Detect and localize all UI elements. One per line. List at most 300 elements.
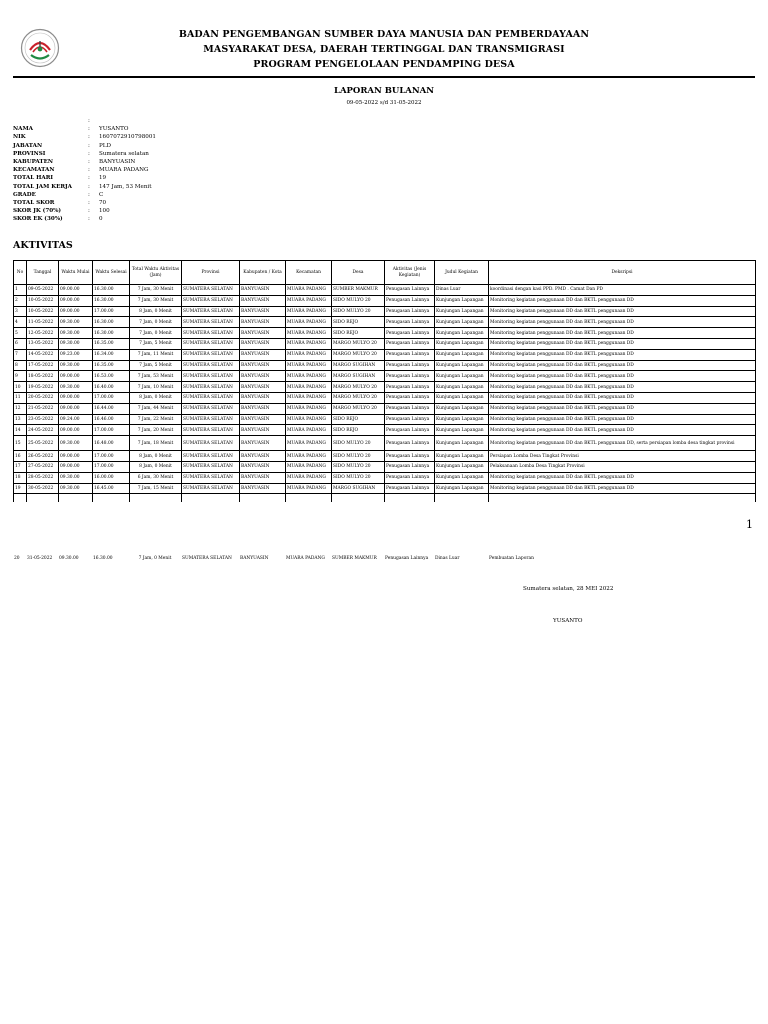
table-cell: Penugasan Lainnya [385,425,435,436]
table-cell-empty [332,494,385,502]
table-cell: 09.00.00 [59,403,93,414]
table-cell: 31-05-2022 [27,555,53,561]
table-cell: 16.30.00 [93,285,130,296]
table-cell: SIDO MULYO 20 [332,295,385,306]
table-cell: BANYUASIN [240,317,286,328]
table-cell: 7 Jam, 30 Menit [130,285,182,296]
table-cell: Kunjungan Lapangan [435,451,489,462]
profile-value: C [99,191,104,198]
table-row [14,483,756,494]
column-header: Desa [332,261,385,285]
table-cell: Kunjungan Lapangan [435,382,489,393]
table-cell: 11-05-2022 [27,317,59,328]
table-cell: SUMATERA SELATAN [182,392,240,403]
profile-key: SKOR EK (30%) [13,216,63,223]
table-cell: 12-05-2022 [27,328,59,339]
table-cell: BANYUASIN [240,425,286,436]
table-cell: 09-05-2022 [27,285,59,296]
table-cell: 17.00.00 [93,425,130,436]
table-cell: 09.23.00 [59,349,93,360]
table-cell: Penugasan Lainnya [385,451,435,462]
table-cell-empty [286,494,332,502]
header-divider [13,76,755,78]
table-cell: Dinas Luar [435,285,489,296]
table-cell: Monitoring kegiatan penggunaan DD dan BKTL penggunaan DD [489,338,756,349]
table-cell: 24-05-2022 [27,425,59,436]
table-cell: Penugasan Lainnya [385,295,435,306]
profile-row [13,133,156,141]
table-cell: MUARA PADANG [286,285,332,296]
table-cell: SUMATERA SELATAN [182,295,240,306]
profile-key: TOTAL HARI [13,175,54,182]
table-cell: SIDO MULYO 20 [332,461,385,472]
table-cell: 7 Jam, 0 Menit [138,555,172,561]
report-period: 09-05-2022 s/d 31-05-2022 [346,100,422,106]
table-cell: MUARA PADANG [286,338,332,349]
activity-table [13,260,756,502]
table-cell: BANYUASIN [240,306,286,317]
table-cell: MARGO MULYO 20 [332,392,385,403]
table-cell: Kunjungan Lapangan [435,483,489,494]
table-cell: Penugasan Lainnya [385,392,435,403]
table-cell: 8 Jam, 0 Menit [130,306,182,317]
profile-key [13,117,88,125]
table-cell: Kunjungan Lapangan [435,472,489,483]
table-cell: Kunjungan Lapangan [435,317,489,328]
table-cell: Penugasan Lainnya [385,436,435,451]
table-cell: BANYUASIN [240,403,286,414]
table-cell: 7 Jam, 11 Menit [130,349,182,360]
table-row [14,371,756,382]
table-cell: BANYUASIN [240,371,286,382]
table-cell: 21-05-2022 [27,403,59,414]
table-cell: 09.24.00 [59,414,93,425]
table-cell: Monitoring kegiatan penggunaan DD dan BKTL penggunaan DD [489,306,756,317]
table-cell: MUARA PADANG [286,425,332,436]
table-cell: 28-05-2022 [27,472,59,483]
profile-colon: : [88,118,90,124]
table-cell: 09.30.00 [59,555,79,561]
column-header: Aktivitas (Jenis Kegiatan) [385,261,435,285]
table-cell: Monitoring kegiatan penggunaan DD dan BKTL penggunaan DD [489,382,756,393]
table-cell: Penugasan Lainnya [385,285,435,296]
table-cell: 09.30.00 [59,472,93,483]
profile-row [13,125,156,133]
table-cell: Monitoring kegiatan penggunaan DD dan BKTL penggunaan DD [489,414,756,425]
profile-value: PLD [99,142,111,149]
profile-key: KABUPATEN [13,159,53,166]
table-cell: 09.30.00 [59,436,93,451]
table-cell: 09.30.00 [59,328,93,339]
table-cell: 16.30.00 [93,295,130,306]
table-row [14,461,756,472]
profile-key: TOTAL JAM KERJA [13,183,72,190]
profile-colon: : [88,191,90,198]
table-cell: 16.35.00 [93,360,130,371]
column-header: Kecamatan [286,261,332,285]
table-cell: SUMATERA SELATAN [182,414,240,425]
table-cell: SIDO REJO [332,328,385,339]
section-title-aktivitas: AKTIVITAS [13,240,73,251]
profile-colon: : [88,167,90,174]
profile-value: 1607072910798001 [99,134,156,141]
table-cell: Kunjungan Lapangan [435,436,489,451]
table-cell: 09.00.00 [59,285,93,296]
table-cell: SUMBER MAKMUR [332,285,385,296]
table-cell: 9 [14,371,27,382]
table-cell: MUARA PADANG [286,328,332,339]
profile-value: BANYUASIN [99,159,136,166]
profile-colon: : [88,159,90,166]
page-number: 1 [746,518,753,531]
profile-value: MUARA PADANG [99,167,149,174]
table-cell: 7 Jam, 15 Menit [130,483,182,494]
table-cell: Monitoring kegiatan penggunaan DD dan BKTL penggunaan DD [489,349,756,360]
column-header: Provinsi [182,261,240,285]
table-cell: BANYUASIN [240,461,286,472]
table-cell: MARGO SUGIHAN [332,371,385,382]
table-cell: SIDO REJO [332,414,385,425]
table-cell: MARGO MULYO 20 [332,349,385,360]
table-cell: Persiapan Lomba Desa Tingkat Provinsi [489,451,756,462]
table-row [14,472,756,483]
table-row [14,360,756,371]
table-cell: SIDO MULYO 20 [332,472,385,483]
report-title: LAPORAN BULANAN [333,86,435,96]
profile-key: NIK [13,134,26,141]
table-cell: Kunjungan Lapangan [435,414,489,425]
table-cell: Monitoring kegiatan penggunaan DD dan BKTL penggunaan DD [489,403,756,414]
table-cell: 17.00.00 [93,461,130,472]
table-cell-empty [93,494,130,502]
table-cell: 16.35.00 [93,338,130,349]
table-cell: MUARA PADANG [286,360,332,371]
table-cell: 09.30.00 [59,360,93,371]
table-cell: BANYUASIN [240,483,286,494]
table-cell: Penugasan Lainnya [385,403,435,414]
table-cell: 8 Jam, 0 Menit [130,451,182,462]
column-header: Waktu Mulai [59,261,93,285]
profile-row [13,142,156,150]
profile-row [13,158,156,166]
table-cell: 14 [14,425,27,436]
table-cell: 13 [14,414,27,425]
table-row [13,553,755,563]
table-cell: 20 [14,555,20,561]
table-cell: SUMATERA SELATAN [182,483,240,494]
profile-colon: : [88,142,90,149]
table-cell: 16 [14,451,27,462]
table-cell: SIDO REJO [332,317,385,328]
table-row [14,414,756,425]
table-cell: koordinasi dengan kasi PPD. PMD . Camat Dan PD [489,285,756,296]
table-cell: 09.30.00 [59,338,93,349]
table-cell: Penugasan Lainnya [385,317,435,328]
table-cell: Penugasan Lainnya [385,349,435,360]
table-cell: 7 Jam, 22 Menit [130,414,182,425]
table-cell: MUARA PADANG [286,371,332,382]
table-cell: 09.00.00 [59,451,93,462]
table-cell: Penugasan Lainnya [385,306,435,317]
table-row [14,403,756,414]
table-cell: Kunjungan Lapangan [435,328,489,339]
table-cell-empty [59,494,93,502]
table-cell: Kunjungan Lapangan [435,360,489,371]
profile-colon: : [88,150,90,157]
table-cell: 7 Jam, 53 Menit [130,371,182,382]
profile-value: YUSANTO [99,126,129,133]
profile-value: Sumatera selatan [99,150,149,157]
table-cell: 26-05-2022 [27,451,59,462]
table-cell: Kunjungan Lapangan [435,338,489,349]
table-cell: MUARA PADANG [286,414,332,425]
table-cell: BANYUASIN [240,451,286,462]
profile-value: 0 [99,216,103,223]
table-cell: 3 [14,306,27,317]
column-header: Deksripsi [489,261,756,285]
profile-value: 70 [99,200,107,207]
table-cell: 16.40.00 [93,382,130,393]
profile-value: 100 [99,208,110,215]
table-row [14,382,756,393]
table-cell: 09.00.00 [59,306,93,317]
table-cell: 7 Jam, 20 Menit [130,425,182,436]
table-cell: MUARA PADANG [286,349,332,360]
table-cell: SIDO MULYO 20 [332,436,385,451]
table-cell: 16.30.00 [93,328,130,339]
profile-row [13,150,156,158]
table-cell: Monitoring kegiatan penggunaan DD dan BKTL penggunaan DD [489,472,756,483]
table-cell: 7 Jam, 5 Menit [130,360,182,371]
table-row [14,306,756,317]
column-header: Tanggal [27,261,59,285]
table-row [14,285,756,296]
profile-row [13,183,156,191]
table-cell: Penugasan Lainnya [385,483,435,494]
table-cell: 8 [14,360,27,371]
table-cell: 15 [14,436,27,451]
profile-row [13,207,156,215]
table-cell: 19 [14,483,27,494]
table-cell: Monitoring kegiatan penggunaan DD dan BKTL penggunaan DD, serta persiapan lomba desa tingkat provinsi [489,436,756,451]
table-cell: Penugasan Lainnya [385,338,435,349]
table-cell: 7 Jam, 0 Menit [130,317,182,328]
table-cell: Penugasan Lainnya [385,555,429,561]
table-cell: SUMATERA SELATAN [182,555,232,561]
table-cell: 1 [14,285,27,296]
table-cell: SUMATERA SELATAN [182,338,240,349]
table-cell: 4 [14,317,27,328]
table-cell: 10-05-2022 [27,295,59,306]
table-cell-empty [182,494,240,502]
table-cell: 16.45.00 [93,483,130,494]
table-row [14,436,756,451]
table-cell: 7 Jam, 30 Menit [130,295,182,306]
header-line-1: BADAN PENGEMBANGAN SUMBER DAYA MANUSIA DAN PEMBERDAYAAN [178,29,590,40]
table-cell: 09.30.00 [59,483,93,494]
table-cell: Monitoring kegiatan penggunaan DD dan BKTL penggunaan DD [489,328,756,339]
table-cell: BANYUASIN [240,349,286,360]
table-cell: Kunjungan Lapangan [435,371,489,382]
table-row [14,317,756,328]
table-cell: 09.00.00 [59,392,93,403]
profile-colon: : [88,208,90,215]
table-cell: BANYUASIN [240,360,286,371]
table-cell: BANYUASIN [240,555,269,561]
header-line-3: PROGRAM PENGELOLAAN PENDAMPING DESA [253,59,515,70]
profile-value: 19 [99,175,107,182]
table-row [14,349,756,360]
table-cell: SUMATERA SELATAN [182,461,240,472]
table-cell: Pelaksanaan Lomba Desa Tingkat Provinsi [489,461,756,472]
column-header: Waktu Selesai [93,261,130,285]
table-cell: 09.00.00 [59,371,93,382]
table-cell: MUARA PADANG [286,483,332,494]
table-cell: 25-05-2022 [27,436,59,451]
profile-key: SKOR JK (70%) [13,208,62,215]
table-cell-empty [130,494,182,502]
table-cell: BANYUASIN [240,285,286,296]
table-cell-empty [435,494,489,502]
table-cell: SUMATERA SELATAN [182,382,240,393]
table-cell: Pembuatan Laporan [489,555,534,561]
table-cell: 13-05-2022 [27,338,59,349]
table-cell: Kunjungan Lapangan [435,392,489,403]
table-cell: 5 [14,328,27,339]
table-cell: SIDO MULYO 20 [332,306,385,317]
table-cell: Kunjungan Lapangan [435,306,489,317]
table-cell: Kunjungan Lapangan [435,349,489,360]
table-cell: Monitoring kegiatan penggunaan DD dan BKTL penggunaan DD [489,483,756,494]
table-cell: BANYUASIN [240,472,286,483]
table-cell: 16.00.00 [93,472,130,483]
table-cell: 20-05-2022 [27,392,59,403]
table-row-break [14,494,756,502]
table-cell: 09.00.00 [59,461,93,472]
profile-key: TOTAL SKOR [13,200,55,207]
table-cell: MUARA PADANG [286,461,332,472]
table-row [14,392,756,403]
table-cell: Dinas Luar [435,555,460,561]
table-cell: BANYUASIN [240,414,286,425]
table-cell: SUMATERA SELATAN [182,285,240,296]
profile-row [13,117,156,125]
table-cell: 16.44.00 [93,403,130,414]
table-cell: 16.46.00 [93,414,130,425]
table-cell: SIDO REJO [332,425,385,436]
table-cell: SUMATERA SELATAN [182,371,240,382]
table-cell: 10-05-2022 [27,306,59,317]
profile-colon: : [88,175,90,182]
table-cell: 2 [14,295,27,306]
table-cell: BANYUASIN [240,338,286,349]
profile-colon: : [88,216,90,223]
table-cell: 14-05-2022 [27,349,59,360]
table-cell: 18 [14,472,27,483]
table-cell-empty [385,494,435,502]
table-cell: BANYUASIN [240,436,286,451]
table-cell: SUMATERA SELATAN [182,425,240,436]
table-cell: MARGO SUGIHAN [332,483,385,494]
table-cell: 11 [14,392,27,403]
table-cell: 6 Jam, 30 Menit [130,472,182,483]
table-cell: 16.53.00 [93,371,130,382]
table-cell: Penugasan Lainnya [385,360,435,371]
activity-table-continued [13,553,755,563]
profile-colon: : [88,200,90,207]
table-cell-empty [489,494,756,502]
table-cell: 10 [14,382,27,393]
table-cell: MUARA PADANG [286,472,332,483]
table-row [14,328,756,339]
table-cell: 8 Jam, 0 Menit [130,392,182,403]
profile-key: JABATAN [13,142,43,149]
table-cell: SUMATERA SELATAN [182,451,240,462]
agency-header [120,27,648,72]
table-cell: Penugasan Lainnya [385,472,435,483]
table-cell: MUARA PADANG [286,317,332,328]
profile-colon: : [88,126,90,133]
table-cell-empty [240,494,286,502]
table-cell: Monitoring kegiatan penggunaan DD dan BKTL penggunaan DD [489,425,756,436]
profile-row [13,166,156,174]
table-cell: Monitoring kegiatan penggunaan DD dan BKTL penggunaan DD [489,295,756,306]
table-cell: SUMATERA SELATAN [182,403,240,414]
signature-place-date: Sumatera selatan, 28 MEI 2022 [523,586,614,592]
table-cell: 23-05-2022 [27,414,59,425]
table-cell: 6 [14,338,27,349]
table-cell: 16.30.00 [93,317,130,328]
table-cell: SUMATERA SELATAN [182,360,240,371]
table-cell: MUARA PADANG [286,392,332,403]
table-cell: Monitoring kegiatan penggunaan DD dan BKTL penggunaan DD [489,317,756,328]
table-cell: 7 [14,349,27,360]
column-header: Total Waktu Aktivitas (Jam) [130,261,182,285]
table-cell: SUMATERA SELATAN [182,349,240,360]
table-cell: 19-05-2022 [27,382,59,393]
profile-value: 147 Jam, 53 Menit [99,183,152,190]
kemendesa-logo [20,28,60,68]
table-cell: 17 [14,461,27,472]
table-row [14,451,756,462]
table-cell: Monitoring kegiatan penggunaan DD dan BKTL penggunaan DD [489,392,756,403]
table-cell: Penugasan Lainnya [385,414,435,425]
table-cell: MUARA PADANG [286,306,332,317]
table-cell: 09.00.00 [59,425,93,436]
table-cell: Monitoring kegiatan penggunaan DD dan BKTL penggunaan DD [489,371,756,382]
profile-key: NAMA [13,126,33,133]
table-cell: 16.30.00 [93,555,113,561]
table-cell: 16.48.00 [93,436,130,451]
table-cell: Kunjungan Lapangan [435,403,489,414]
table-cell: MARGO MULYO 20 [332,382,385,393]
table-cell: 12 [14,403,27,414]
profile-value [99,117,156,125]
profile-table [13,117,156,224]
table-cell: 17.00.00 [93,306,130,317]
table-cell: 8 Jam, 0 Menit [130,461,182,472]
table-cell: Kunjungan Lapangan [435,425,489,436]
table-row [14,338,756,349]
table-cell: SUMATERA SELATAN [182,317,240,328]
table-cell: SUMATERA SELATAN [182,328,240,339]
table-cell: MARGO MULYO 20 [332,338,385,349]
table-cell: 7 Jam, 5 Menit [130,338,182,349]
table-cell: 30-05-2022 [27,483,59,494]
column-header: No [14,261,27,285]
table-cell-empty [14,494,27,502]
table-cell: MARGO MULYO 20 [332,403,385,414]
